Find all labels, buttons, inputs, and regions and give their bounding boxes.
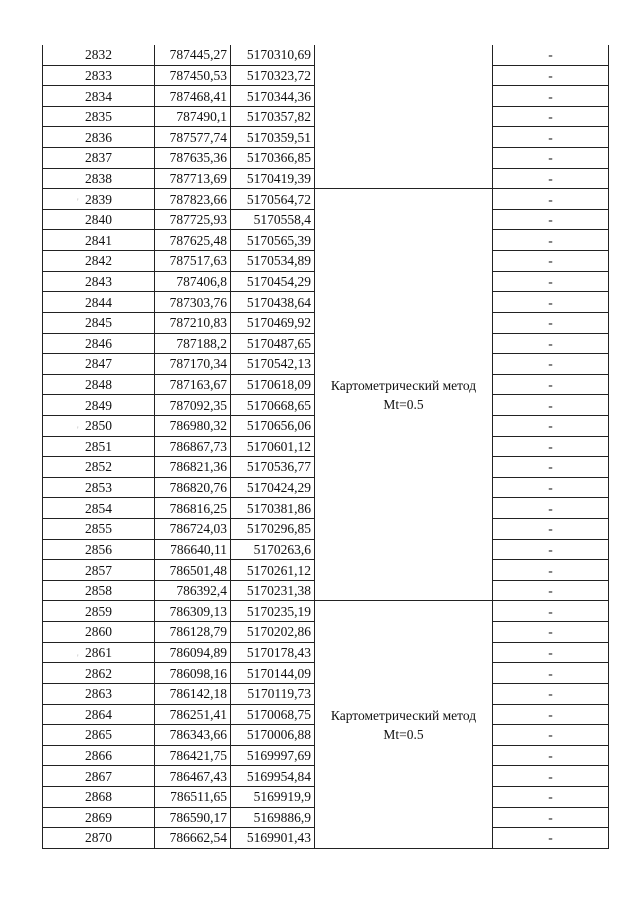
error-cell: - — [493, 828, 609, 849]
point-number-cell: 2870 — [43, 828, 155, 849]
point-number-cell: 2858 — [43, 580, 155, 601]
point-number-cell: 2857 — [43, 560, 155, 581]
point-number-cell: 2853 — [43, 477, 155, 498]
error-cell: - — [493, 477, 609, 498]
y-coordinate-cell: 5170564,72 — [231, 189, 315, 210]
y-coordinate-cell: 5170068,75 — [231, 704, 315, 725]
y-coordinate-cell: 5169954,84 — [231, 766, 315, 787]
y-coordinate-cell: 5170263,6 — [231, 539, 315, 560]
error-cell: - — [493, 65, 609, 86]
point-number-cell: 2861 — [43, 642, 155, 663]
x-coordinate-cell: 787517,63 — [155, 251, 231, 272]
y-coordinate-cell: 5170344,36 — [231, 86, 315, 107]
point-number-cell: 2865 — [43, 725, 155, 746]
y-coordinate-cell: 5170202,86 — [231, 622, 315, 643]
y-coordinate-cell: 5170542,13 — [231, 354, 315, 375]
y-coordinate-cell: 5170454,29 — [231, 271, 315, 292]
y-coordinate-cell: 5170558,4 — [231, 209, 315, 230]
point-number-cell: 2840 — [43, 209, 155, 230]
x-coordinate-cell: 787625,48 — [155, 230, 231, 251]
error-cell: - — [493, 457, 609, 478]
error-cell: - — [493, 354, 609, 375]
method-name: Картометрический метод — [330, 707, 477, 723]
point-number-cell: 2855 — [43, 519, 155, 540]
table-row — [43, 45, 609, 65]
method-accuracy: Mt=0.5 — [383, 396, 424, 412]
x-coordinate-cell: 786820,76 — [155, 477, 231, 498]
point-number-cell: 2856 — [43, 539, 155, 560]
x-coordinate-cell: 786467,43 — [155, 766, 231, 787]
y-coordinate-cell: 5169919,9 — [231, 786, 315, 807]
point-number-cell: 2863 — [43, 683, 155, 704]
error-cell: - — [493, 622, 609, 643]
point-number-cell: 2847 — [43, 354, 155, 375]
y-coordinate-cell: 5170536,77 — [231, 457, 315, 478]
x-coordinate-cell: 787468,41 — [155, 86, 231, 107]
point-number-cell: 2841 — [43, 230, 155, 251]
x-coordinate-cell: 786098,16 — [155, 663, 231, 684]
coordinates-table — [42, 45, 609, 849]
x-coordinate-cell: 786421,75 — [155, 745, 231, 766]
error-cell: - — [493, 807, 609, 828]
error-cell: - — [493, 642, 609, 663]
x-coordinate-cell: 786867,73 — [155, 436, 231, 457]
error-cell: - — [493, 539, 609, 560]
point-number-cell: 2852 — [43, 457, 155, 478]
y-coordinate-cell: 5170656,06 — [231, 415, 315, 436]
y-coordinate-cell: 5170323,72 — [231, 65, 315, 86]
y-coordinate-cell: 5170601,12 — [231, 436, 315, 457]
point-number-cell: 2866 — [43, 745, 155, 766]
x-coordinate-cell: 786128,79 — [155, 622, 231, 643]
point-number-cell: 2845 — [43, 312, 155, 333]
x-coordinate-cell: 787823,66 — [155, 189, 231, 210]
x-coordinate-cell: 787445,27 — [155, 45, 231, 65]
point-number-cell: 2833 — [43, 65, 155, 86]
point-number-cell: 2843 — [43, 271, 155, 292]
error-cell: - — [493, 415, 609, 436]
x-coordinate-cell: 787450,53 — [155, 65, 231, 86]
y-coordinate-cell: 5170261,12 — [231, 560, 315, 581]
point-number-cell: 2835 — [43, 106, 155, 127]
y-coordinate-cell: 5170006,88 — [231, 725, 315, 746]
y-coordinate-cell: 5170487,65 — [231, 333, 315, 354]
y-coordinate-cell: 5170668,65 — [231, 395, 315, 416]
point-number-cell: 2836 — [43, 127, 155, 148]
error-cell: - — [493, 292, 609, 313]
error-cell: - — [493, 436, 609, 457]
x-coordinate-cell: 787725,93 — [155, 209, 231, 230]
x-coordinate-cell: 787635,36 — [155, 148, 231, 169]
method-accuracy: Mt=0.5 — [383, 726, 424, 742]
y-coordinate-cell: 5170618,09 — [231, 374, 315, 395]
x-coordinate-cell: 786392,4 — [155, 580, 231, 601]
error-cell: - — [493, 127, 609, 148]
error-cell: - — [493, 683, 609, 704]
error-cell: - — [493, 519, 609, 540]
x-coordinate-cell: 786251,41 — [155, 704, 231, 725]
y-coordinate-cell: 5170144,09 — [231, 663, 315, 684]
error-cell: - — [493, 209, 609, 230]
point-number-cell: 2838 — [43, 168, 155, 189]
point-number-cell: 2850 — [43, 415, 155, 436]
error-cell: - — [493, 498, 609, 519]
y-coordinate-cell: 5170565,39 — [231, 230, 315, 251]
x-coordinate-cell: 786662,54 — [155, 828, 231, 849]
point-number-cell: 2834 — [43, 86, 155, 107]
x-coordinate-cell: 787163,67 — [155, 374, 231, 395]
point-number-cell: 2832 — [43, 45, 155, 65]
coordinates-table-body — [43, 45, 609, 848]
error-cell: - — [493, 148, 609, 169]
x-coordinate-cell: 787092,35 — [155, 395, 231, 416]
x-coordinate-cell: 786640,11 — [155, 539, 231, 560]
x-coordinate-cell: 786343,66 — [155, 725, 231, 746]
error-cell: - — [493, 704, 609, 725]
x-coordinate-cell: 786142,18 — [155, 683, 231, 704]
x-coordinate-cell: 787303,76 — [155, 292, 231, 313]
error-cell: - — [493, 45, 609, 65]
y-coordinate-cell: 5170231,38 — [231, 580, 315, 601]
point-number-cell: 2869 — [43, 807, 155, 828]
point-number-cell: 2848 — [43, 374, 155, 395]
x-coordinate-cell: 786511,65 — [155, 786, 231, 807]
point-number-cell: 2849 — [43, 395, 155, 416]
y-coordinate-cell: 5170357,82 — [231, 106, 315, 127]
method-name: Картометрический метод — [330, 377, 477, 393]
y-coordinate-cell: 5169997,69 — [231, 745, 315, 766]
error-cell: - — [493, 251, 609, 272]
x-coordinate-cell: 786980,32 — [155, 415, 231, 436]
point-number-cell: 2844 — [43, 292, 155, 313]
y-coordinate-cell: 5169901,43 — [231, 828, 315, 849]
point-number-cell: 2862 — [43, 663, 155, 684]
point-number-cell: 2846 — [43, 333, 155, 354]
point-number-cell: 2842 — [43, 251, 155, 272]
y-coordinate-cell: 5170419,39 — [231, 168, 315, 189]
point-number-cell: 2867 — [43, 766, 155, 787]
x-coordinate-cell: 786590,17 — [155, 807, 231, 828]
method-cell — [315, 601, 493, 848]
y-coordinate-cell: 5170178,43 — [231, 642, 315, 663]
y-coordinate-cell: 5170381,86 — [231, 498, 315, 519]
error-cell: - — [493, 395, 609, 416]
point-number-cell: 2837 — [43, 148, 155, 169]
x-coordinate-cell: 787406,8 — [155, 271, 231, 292]
error-cell: - — [493, 106, 609, 127]
scan-mark: ' — [77, 197, 79, 207]
error-cell: - — [493, 786, 609, 807]
error-cell: - — [493, 312, 609, 333]
table-row — [43, 189, 609, 210]
method-cell — [315, 189, 493, 601]
point-number-cell: 2859 — [43, 601, 155, 622]
error-cell: - — [493, 189, 609, 210]
x-coordinate-cell: 787170,34 — [155, 354, 231, 375]
error-cell: - — [493, 230, 609, 251]
x-coordinate-cell: 786309,13 — [155, 601, 231, 622]
error-cell: - — [493, 766, 609, 787]
error-cell: - — [493, 333, 609, 354]
error-cell: - — [493, 86, 609, 107]
y-coordinate-cell: 5170359,51 — [231, 127, 315, 148]
error-cell: - — [493, 580, 609, 601]
x-coordinate-cell: 787188,2 — [155, 333, 231, 354]
x-coordinate-cell: 786821,36 — [155, 457, 231, 478]
y-coordinate-cell: 5170534,89 — [231, 251, 315, 272]
point-number-cell: 2854 — [43, 498, 155, 519]
y-coordinate-cell: 5170119,73 — [231, 683, 315, 704]
x-coordinate-cell: 787210,83 — [155, 312, 231, 333]
point-number-cell: 2864 — [43, 704, 155, 725]
y-coordinate-cell: 5170438,64 — [231, 292, 315, 313]
x-coordinate-cell: 786094,89 — [155, 642, 231, 663]
error-cell: - — [493, 560, 609, 581]
error-cell: - — [493, 663, 609, 684]
y-coordinate-cell: 5170296,85 — [231, 519, 315, 540]
scan-mark: ' — [77, 425, 79, 435]
x-coordinate-cell: 787577,74 — [155, 127, 231, 148]
error-cell: - — [493, 168, 609, 189]
error-cell: - — [493, 374, 609, 395]
method-cell — [315, 45, 493, 189]
y-coordinate-cell: 5170310,69 — [231, 45, 315, 65]
error-cell: - — [493, 745, 609, 766]
error-cell: - — [493, 725, 609, 746]
y-coordinate-cell: 5170366,85 — [231, 148, 315, 169]
y-coordinate-cell: 5169886,9 — [231, 807, 315, 828]
x-coordinate-cell: 787713,69 — [155, 168, 231, 189]
x-coordinate-cell: 786501,48 — [155, 560, 231, 581]
x-coordinate-cell: 786816,25 — [155, 498, 231, 519]
y-coordinate-cell: 5170424,29 — [231, 477, 315, 498]
table-row — [43, 601, 609, 622]
x-coordinate-cell: 786724,03 — [155, 519, 231, 540]
error-cell: - — [493, 271, 609, 292]
y-coordinate-cell: 5170469,92 — [231, 312, 315, 333]
scan-mark: ' — [77, 653, 79, 663]
x-coordinate-cell: 787490,1 — [155, 106, 231, 127]
point-number-cell: 2851 — [43, 436, 155, 457]
point-number-cell: 2839 — [43, 189, 155, 210]
point-number-cell: 2868 — [43, 786, 155, 807]
y-coordinate-cell: 5170235,19 — [231, 601, 315, 622]
point-number-cell: 2860 — [43, 622, 155, 643]
error-cell: - — [493, 601, 609, 622]
